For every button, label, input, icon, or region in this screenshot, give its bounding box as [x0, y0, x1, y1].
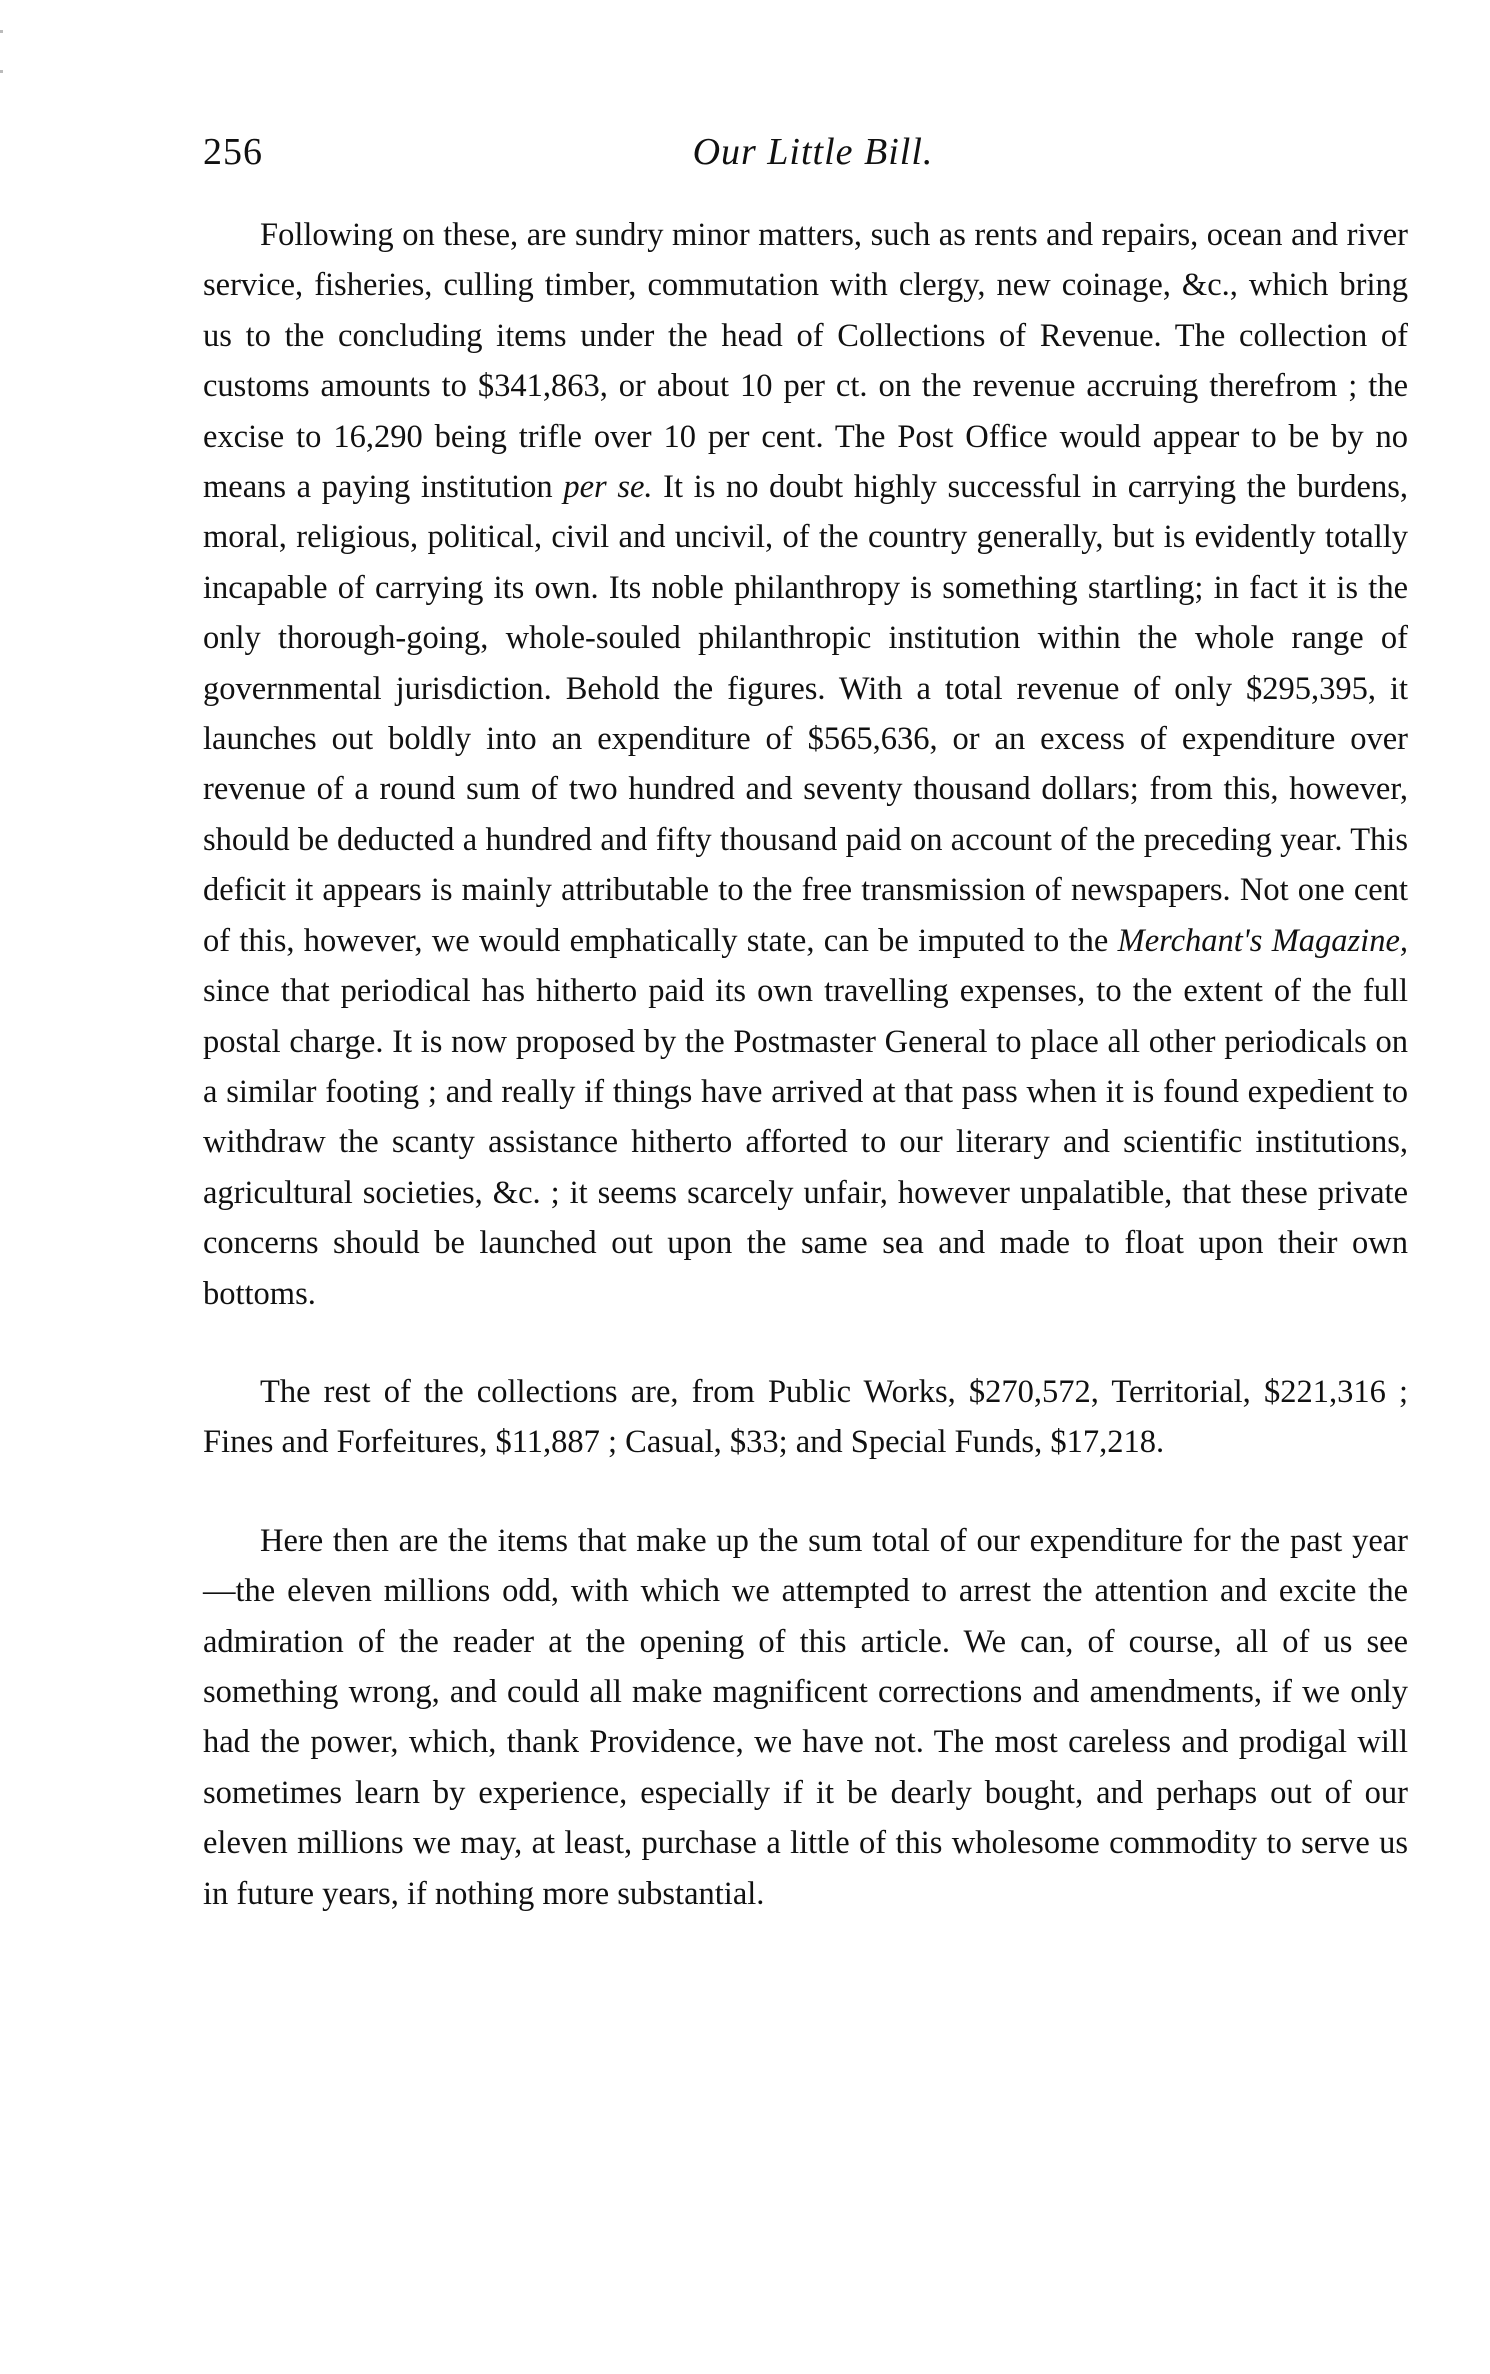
paragraph-2: The rest of the collections are, from Public Works, $270,572, Territorial, $221,316 ; Fines and Forfeitures, $11,887 ; Casual, $33; and Special Funds, $17,218. [203, 1373, 1408, 1461]
scan-edge-mark [0, 30, 3, 33]
running-head [203, 130, 1423, 180]
paragraph-1 [203, 210, 1408, 1319]
paragraph-1-text-a: Following on these, are sundry minor matters, such as rents and repairs, ocean and river service, fisheries, culling timber, commutation with clergy, new coinage, &c., which bring us to the concluding items under the head of Collections of Revenue. The collection of customs amounts to $341,863, or about 10 per ct. on the revenue accruing therefrom ; the excise to 16,290 being trifle over 10 per cent. The Post Office would appear to be by no means a paying institution [203, 217, 1408, 506]
paragraph-1-text-b: It is no doubt highly successful in carrying the burdens, moral, religious, political, civil and uncivil, of the country generally, but is evidently totally incapable of carrying its own. Its noble philanthropy is something startling; in fact it is the only thorough-going, whole-souled philanthropic institution within the whole range of governmental jurisdiction. Behold the figures. With a total revenue of only $295,395, it launches out boldly into an expenditure of $565,636, or an excess of expenditure over revenue of a round sum of two hundred and seventy thousand dollars; from this, however, should be deducted a hundred and fifty thousand paid on account of the preceding year. This deficit it appears is mainly attributable to the free transmission of newspapers. Not one cent of this, however, we would emphatically state, can be imputed to the [203, 469, 1408, 959]
scan-edge-mark [0, 70, 3, 73]
paragraph-1-italic-per-se: per se. [563, 469, 653, 506]
paragraph-1-text-c: since that periodical has hitherto paid its own travelling expenses, to the extent of the full postal charge. It is now proposed by the Postmaster General to place all other periodicals on a similar footing ; and really if things have arrived at that pass when it is found expedient to withdraw the scanty assistance hitherto afforted to our literary and scientific institutions, agricultural societies, &c. ; it seems scarcely unfair, however unpalatible, that these private concerns should be launched out upon the same sea and made to float upon their own bottoms. [203, 973, 1408, 1312]
paragraph-3: Here then are the items that make up the sum total of our expenditure for the past year—the eleven millions odd, with which we attempted to arrest the attention and excite the admiration of the reader at the opening of this article. We can, of course, all of us see something wrong, and could all make magnificent corrections and amendments, if we only had the power, which, thank Providence, we have not. The most careless and prodigal will sometimes learn by experience, especially if it be dearly bought, and perhaps out of our eleven millions we may, at least, purchase a little of this wholesome commodity to serve us in future years, if nothing more substantial. [203, 1522, 1408, 1912]
page-number: 256 [203, 131, 263, 173]
body-text [203, 210, 1408, 1919]
paragraph-1-italic-magazine-title: Merchant's Magazine, [1117, 922, 1409, 959]
running-title: Our Little Bill. [692, 131, 934, 173]
